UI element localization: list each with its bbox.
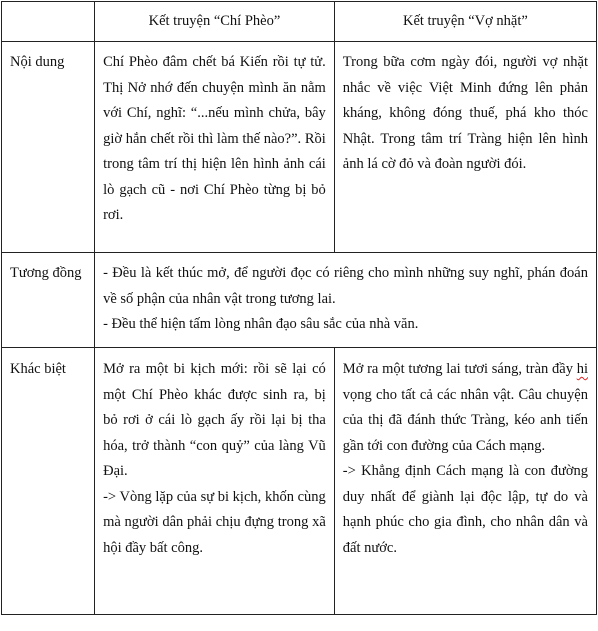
tuong-dong-line-1: - Đều là kết thúc mở, để người đọc có riêng cho mình những suy nghĩ, phán đoán về số phận của nhân vật trong tương lai. xyxy=(103,265,588,307)
cell-tuong-dong xyxy=(95,253,597,348)
spellcheck-underlined-word: hi xyxy=(576,361,588,377)
cell-khac-biet-vo-nhat xyxy=(334,348,596,615)
khac-biet-chi-pheo-p1: Mở ra một bi kịch mới: rồi sẽ lại có một Chí Phèo khác được sinh ra, bị bỏ rơi ở cái lò gạch ấy rồi lại bị tha hóa, trở thành “con quỷ” của làng Vũ Đại. xyxy=(103,361,326,479)
table-row-tuong-dong xyxy=(2,253,597,348)
header-empty-cell xyxy=(2,2,95,42)
khac-biet-vo-nhat-p1-b: vọng cho tất cả các nhân vật. Câu chuyện của thị đã đánh thức Tràng, kéo anh tiến gần tới con đường của Cách mạng. xyxy=(342,386,588,454)
comparison-table xyxy=(1,1,597,615)
row-label-khac-biet: Khác biệt xyxy=(2,348,95,615)
table-row-noi-dung xyxy=(2,42,597,253)
khac-biet-vo-nhat-p1-a: Mở ra một tương lai tươi sáng, tràn đầy xyxy=(342,361,577,377)
header-vo-nhat: Kết truyện “Vợ nhặt” xyxy=(334,2,596,42)
header-chi-pheo: Kết truyện “Chí Phèo” xyxy=(95,2,335,42)
khac-biet-chi-pheo-p2: -> Vòng lặp của sự bi kịch, khốn cùng mà người dân phải chịu đựng trong xã hội đầy bất công. xyxy=(103,488,326,556)
table-header-row xyxy=(2,2,597,42)
khac-biet-vo-nhat-p1 xyxy=(343,357,588,459)
row-label-tuong-dong: Tương đồng xyxy=(2,253,95,348)
khac-biet-vo-nhat-p2: -> Khẳng định Cách mạng là con đường duy nhất để giành lại độc lập, tự do và hạnh phúc cho gia đình, cho nhân dân và đất nước. xyxy=(342,463,588,556)
cell-khac-biet-chi-pheo xyxy=(95,348,335,615)
cell-noi-dung-chi-pheo: Chí Phèo đâm chết bá Kiến rồi tự tử. Thị Nở nhớ đến chuyện mình ăn nằm với Chí, nghĩ: “...nếu mình chửa, bây giờ hắn chết rồi thì làm thế nào?”. Rồi trong tâm trí thị hiện lên hình ảnh cái lò gạch cũ - nơi Chí Phèo từng bị bỏ rơi. xyxy=(95,42,335,253)
tuong-dong-line-2: - Đều thể hiện tấm lòng nhân đạo sâu sắc của nhà văn. xyxy=(103,316,419,332)
table-row-khac-biet xyxy=(2,348,597,615)
cell-noi-dung-vo-nhat: Trong bữa cơm ngày đói, người vợ nhặt nhắc về việc Việt Minh đứng lên phản kháng, không đóng thuế, phá kho thóc Nhật. Trong tâm trí Tràng hiện lên hình ảnh lá cờ đỏ và đoàn người đói. xyxy=(334,42,596,253)
row-label-noi-dung: Nội dung xyxy=(2,42,95,253)
